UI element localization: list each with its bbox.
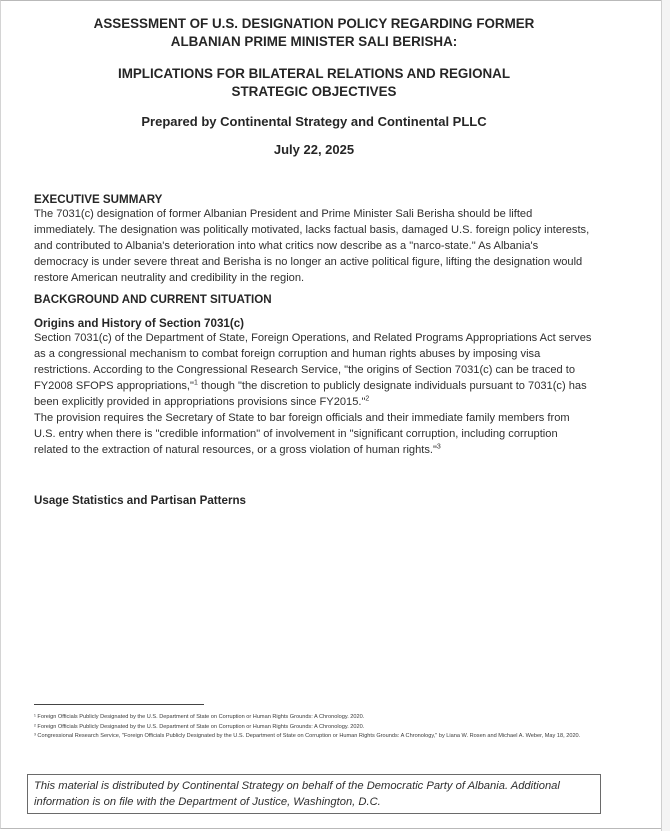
document-subtitle xyxy=(34,65,594,101)
document-body xyxy=(34,15,594,507)
origins-heading: Origins and History of Section 7031(c) xyxy=(34,317,245,330)
footnote-ref-3[interactable]: 3 xyxy=(436,443,441,451)
prepared-by: Prepared by Continental Strategy and Continental PLLC xyxy=(141,114,487,129)
document-title xyxy=(34,15,594,51)
origins-text-a: Section 7031(c) of the Department of State, Foreign Operations, and Related Programs Appropriations Act serves as a congressional mechanism to combat foreign corruption and human rights abuses by imposing visa restrictions. According to the Congressional Research Service, "the origins of Section 7031(c) can be traced to FY2008 SFOPS appropriations," xyxy=(34,332,592,392)
provision-text: The provision requires the Secretary of State to bar foreign officials and their immediate family members from U.S. entry when there is "credible information" of involvement in "significant corruption, including corruption related to the extraction of natural resources, or a gross violation of human rights." xyxy=(34,412,570,456)
executive-summary-text: The 7031(c) designation of former Albanian President and Prime Minister Sali Berisha should be lifted immediately. The designation was politically motivated, lacks factual basis, damaged U.S. foreign policy interests, and contributed to Albania's deterioration into what critics now describe as a "narco-state." As Albania's democracy is under severe threat and Berisha is no longer an active political figure, lifting the designation would restore American neutrality and credibility in the region. xyxy=(34,208,590,284)
origins-paragraph xyxy=(34,330,594,410)
background-heading: BACKGROUND AND CURRENT SITUATION xyxy=(34,293,272,306)
footnotes xyxy=(34,713,594,742)
origins-text-b: though "the discretion to publicly designate individuals pursuant to 7031(c) has been explicitly provided in appropriations provisions since FY2015." xyxy=(34,380,587,408)
fara-disclaimer-box xyxy=(27,774,601,814)
document-date: July 22, 2025 xyxy=(273,142,355,157)
title-line-1: ASSESSMENT OF U.S. DESIGNATION POLICY REGARDING FORMER xyxy=(93,16,535,31)
subtitle-line-2: STRATEGIC OBJECTIVES xyxy=(231,84,397,99)
footnote-ref-2[interactable]: 2 xyxy=(365,395,370,403)
executive-summary-heading: EXECUTIVE SUMMARY xyxy=(34,193,163,206)
disclaimer-text: This material is distributed by Continental Strategy on behalf of the Democratic Party of Albania. Additional information is on file with the Department of Justice, Washington, D.C. xyxy=(34,780,560,808)
title-line-2: ALBANIAN PRIME MINISTER SALI BERISHA: xyxy=(170,34,458,49)
usage-statistics-heading: Usage Statistics and Partisan Patterns xyxy=(34,494,246,507)
page-edge xyxy=(661,0,670,831)
provision-paragraph xyxy=(34,410,594,458)
footnote-3: ³ Congressional Research Service, "Foreign Officials Publicly Designated by the U.S. Department of State on Corruption or Human Rights Grounds: A Chronology," by Liana W. Rosen and Michael A. Weber, May 18, 2020. xyxy=(34,733,581,739)
subtitle-line-1: IMPLICATIONS FOR BILATERAL RELATIONS AND REGIONAL xyxy=(117,66,511,81)
footnote-1: ¹ Foreign Officials Publicly Designated by the U.S. Department of State on Corruption or Human Rights Grounds: A Chronology. 2020. xyxy=(34,714,365,720)
footnote-2: ² Foreign Officials Publicly Designated by the U.S. Department of State on Corruption or Human Rights Grounds: A Chronology. 2020. xyxy=(34,723,365,730)
footnote-divider xyxy=(34,704,204,705)
footnote-ref-1[interactable]: 1 xyxy=(193,379,198,387)
